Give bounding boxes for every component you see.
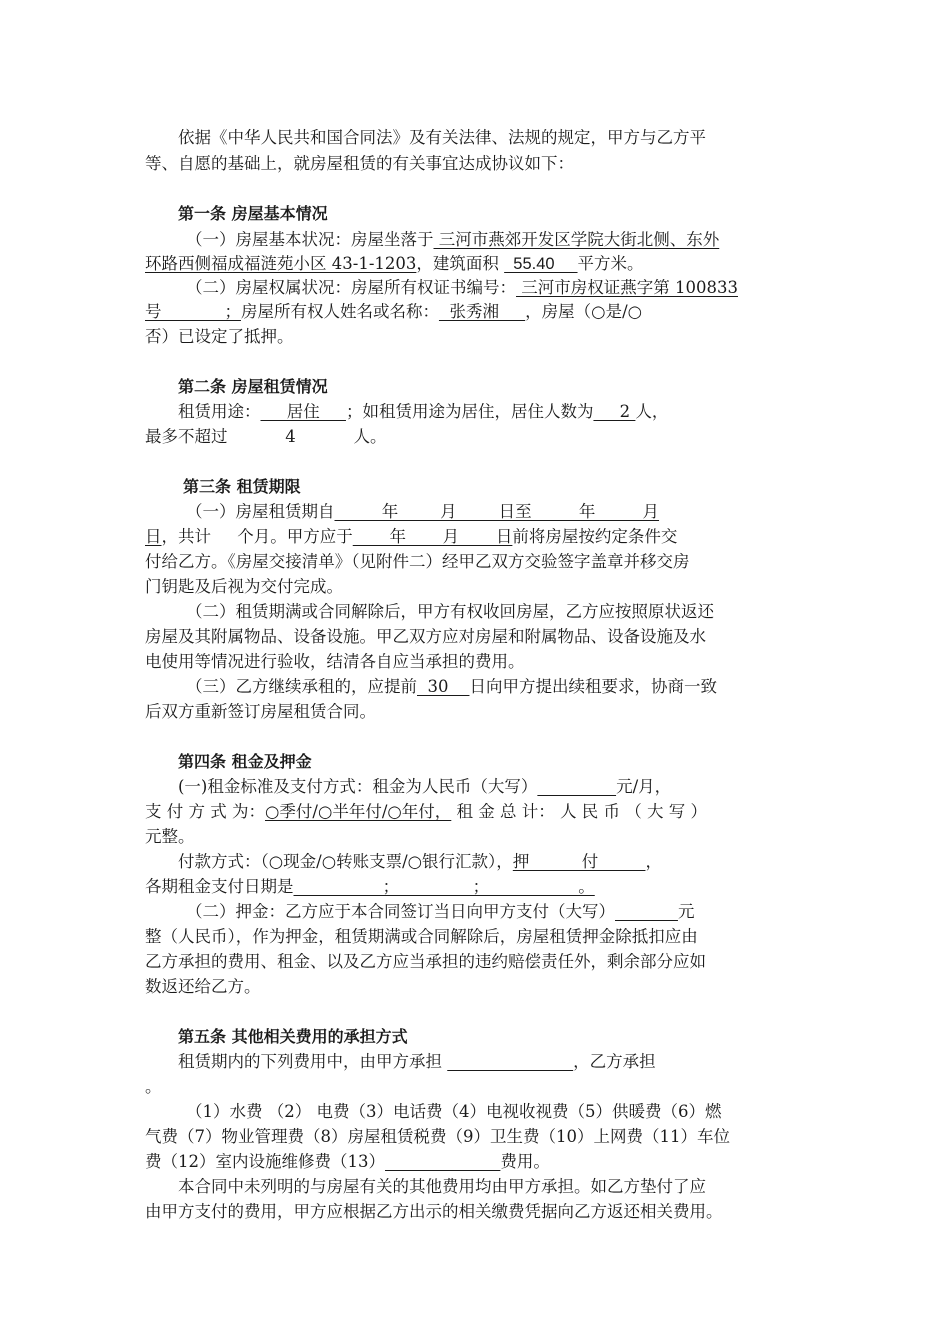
max-unit: 人。 bbox=[353, 427, 387, 446]
art5-p2-line2: 由甲方支付的费用，甲方应根据乙方出示的相关缴费凭据向乙方返还相关费用。 bbox=[145, 1202, 723, 1221]
pay-type-value: 押 付 bbox=[512, 852, 646, 871]
term-label: （一）房屋租赁期自 bbox=[186, 502, 335, 521]
term-dates: 年 月 日至 年 月 bbox=[334, 502, 660, 521]
art5-p2-line1: 本合同中未列明的与房屋有关的其他费用均由甲方承担。如乙方垫付了应 bbox=[178, 1177, 706, 1196]
fee-list-end: 费用。 bbox=[500, 1152, 550, 1171]
other-fee-blank bbox=[385, 1152, 500, 1171]
max-label: 最多不超过 bbox=[145, 427, 228, 446]
rent-label: (一)租金标准及支付方式：租金为人民币（大写） bbox=[178, 777, 538, 796]
art3-p1-line3: 付给乙方。《房屋交接清单》（见附件二）经甲乙双方交验签字盖章并移交房 bbox=[145, 552, 690, 571]
due-dates: ； ； 。 bbox=[293, 877, 595, 896]
intro-line-2: 等、自愿的基础上，就房屋租赁的有关事宜达成协议如下： bbox=[145, 154, 574, 173]
property-address-part2: 环路西侧福成福涟苑小区 43-1-1203 bbox=[145, 254, 417, 273]
area-label: ，建筑面积 bbox=[416, 254, 505, 273]
art1-p2-line3: 否）已设定了抵押。 bbox=[145, 327, 294, 346]
fees-party-a-label: 租赁期内的下列费用中，由甲方承担 bbox=[178, 1052, 448, 1071]
art3-p2-line2: 房屋及其附属物品、设备设施。甲乙双方应对房屋和附属物品、设备设施及水 bbox=[145, 627, 706, 646]
building-area: 55.40 bbox=[504, 255, 578, 273]
art4-p1-line1 bbox=[178, 775, 671, 799]
resident-count: 2 bbox=[593, 402, 636, 421]
fee-list-line2: 气费（7）物业管理费（8）房屋租赁税费（9）卫生费（10）上网费（11）车位 bbox=[145, 1127, 730, 1146]
rent-unit: 元/月， bbox=[616, 777, 672, 796]
renewal-label: （三）乙方继续承租的，应提前 bbox=[186, 677, 417, 696]
cert-hao: 号 bbox=[145, 302, 162, 321]
use-mid: ；如租赁用途为居住，居住人数为 bbox=[345, 402, 594, 421]
art4-pay-line bbox=[178, 850, 662, 874]
term-months: ，共计 个月。甲方应于 bbox=[161, 527, 353, 546]
article-4-title: 第四条 租金及押金 bbox=[178, 752, 312, 771]
art3-p1-line1 bbox=[186, 500, 659, 524]
art3-p2-line3: 电使用等情况进行验收，结清各自应当承担的费用。 bbox=[145, 652, 525, 671]
delivery-date: 年 月 日 bbox=[352, 527, 513, 546]
persons-unit: 人， bbox=[635, 402, 669, 421]
article-1-title: 第一条 房屋基本情况 bbox=[178, 204, 328, 223]
art5-p1-line1 bbox=[178, 1050, 656, 1074]
art3-p1-line4: 门钥匙及后视为交付完成。 bbox=[145, 577, 343, 596]
article-3-title: 第三条 租赁期限 bbox=[183, 477, 301, 496]
renewal-tail: 日向甲方提出续租要求，协商一致 bbox=[469, 677, 717, 696]
art1-p1-line1 bbox=[186, 228, 719, 252]
art4-due-line bbox=[145, 875, 595, 899]
cert-blank: ； bbox=[161, 302, 241, 321]
area-unit: 平方米。 bbox=[577, 254, 644, 273]
rental-use: 居住 bbox=[260, 402, 346, 421]
art4-p1-line2 bbox=[145, 800, 707, 824]
fee-list-line3 bbox=[145, 1150, 550, 1174]
pay-type-end: ， bbox=[645, 852, 662, 871]
article-5-title: 第五条 其他相关费用的承担方式 bbox=[178, 1027, 408, 1046]
art4-p2-line2: 整（人民币），作为押金，租赁期满或合同解除后，房屋租赁押金除抵扣应由 bbox=[145, 927, 698, 946]
art3-p3-line2: 后双方重新签订房屋租赁合同。 bbox=[145, 702, 376, 721]
art1-p1-prefix: （一）房屋基本状况：房屋坐落于 bbox=[186, 230, 434, 249]
ownership-cert-number: 三河市房权证燕字第 100833 bbox=[516, 278, 738, 297]
mortgage-options: ，房屋（○是/○ bbox=[525, 302, 643, 321]
intro-line-1: 依据《中华人民共和国合同法》及有关法律、法规的规定，甲方与乙方平 bbox=[178, 128, 706, 147]
deposit-amount bbox=[615, 902, 678, 921]
pay-type-label: 付款方式：（○现金/○转账支票/○银行汇款）， bbox=[178, 852, 513, 871]
fees-party-b-label: ，乙方承担 bbox=[573, 1052, 656, 1071]
owner-label: 房屋所有权人姓名或名称： bbox=[240, 302, 439, 321]
art5-p1-line2: 。 bbox=[145, 1077, 162, 1096]
deposit-unit: 元 bbox=[677, 902, 695, 921]
art2-line1 bbox=[178, 400, 668, 424]
fees-party-a bbox=[447, 1052, 573, 1071]
pay-method-label: 支 付 方 式 为： bbox=[145, 802, 265, 821]
renewal-days: 30 bbox=[417, 677, 470, 696]
fee-list-line1: （1）水费 （2） 电费（3）电话费（4）电视收视费（5）供暖费（6）燃 bbox=[186, 1102, 722, 1121]
art1-p2-line1 bbox=[186, 276, 738, 300]
art4-p1-line3: 元整。 bbox=[145, 827, 195, 846]
article-2-title: 第二条 房屋租赁情况 bbox=[178, 377, 328, 396]
pay-period-options: ○季付/○半年付/○年付， bbox=[264, 802, 452, 821]
max-residents: 4 bbox=[285, 427, 296, 446]
deposit-label: （二）押金：乙方应于本合同签订当日向甲方支付（大写） bbox=[186, 902, 615, 921]
use-label: 租赁用途： bbox=[178, 402, 261, 421]
art4-p2-line3: 乙方承担的费用、租金、以及乙方应当承担的违约赔偿责任外，剩余部分应如 bbox=[145, 952, 706, 971]
art1-p1-line2 bbox=[145, 252, 644, 276]
art4-p2-line1 bbox=[186, 900, 694, 924]
property-address-part1: 三河市燕郊开发区学院大街北侧、东外 bbox=[433, 230, 720, 249]
owner-name: 张秀湘 bbox=[438, 302, 526, 321]
delivery-tail: 前将房屋按约定条件交 bbox=[512, 527, 678, 546]
art3-p3-line1 bbox=[186, 675, 717, 699]
rent-total-label: 租 金 总 计： 人 民 币 （ 大 写 ） bbox=[451, 802, 707, 821]
cert-label: （二）房屋权属状况：房屋所有权证书编号： bbox=[186, 278, 516, 297]
art1-p2-line2 bbox=[145, 300, 642, 324]
art4-p2-line4: 数返还给乙方。 bbox=[145, 977, 261, 996]
term-day-end: 日 bbox=[145, 527, 162, 546]
art2-line2 bbox=[145, 425, 387, 449]
art3-p1-line2 bbox=[145, 525, 677, 549]
art3-p2-line1: （二）租赁期满或合同解除后，甲方有权收回房屋，乙方应按照原状返还 bbox=[186, 602, 714, 621]
fee-list-tail: 费（12）室内设施维修费（13） bbox=[145, 1152, 385, 1171]
due-label: 各期租金支付日期是 bbox=[145, 877, 294, 896]
rent-amount bbox=[537, 777, 616, 796]
